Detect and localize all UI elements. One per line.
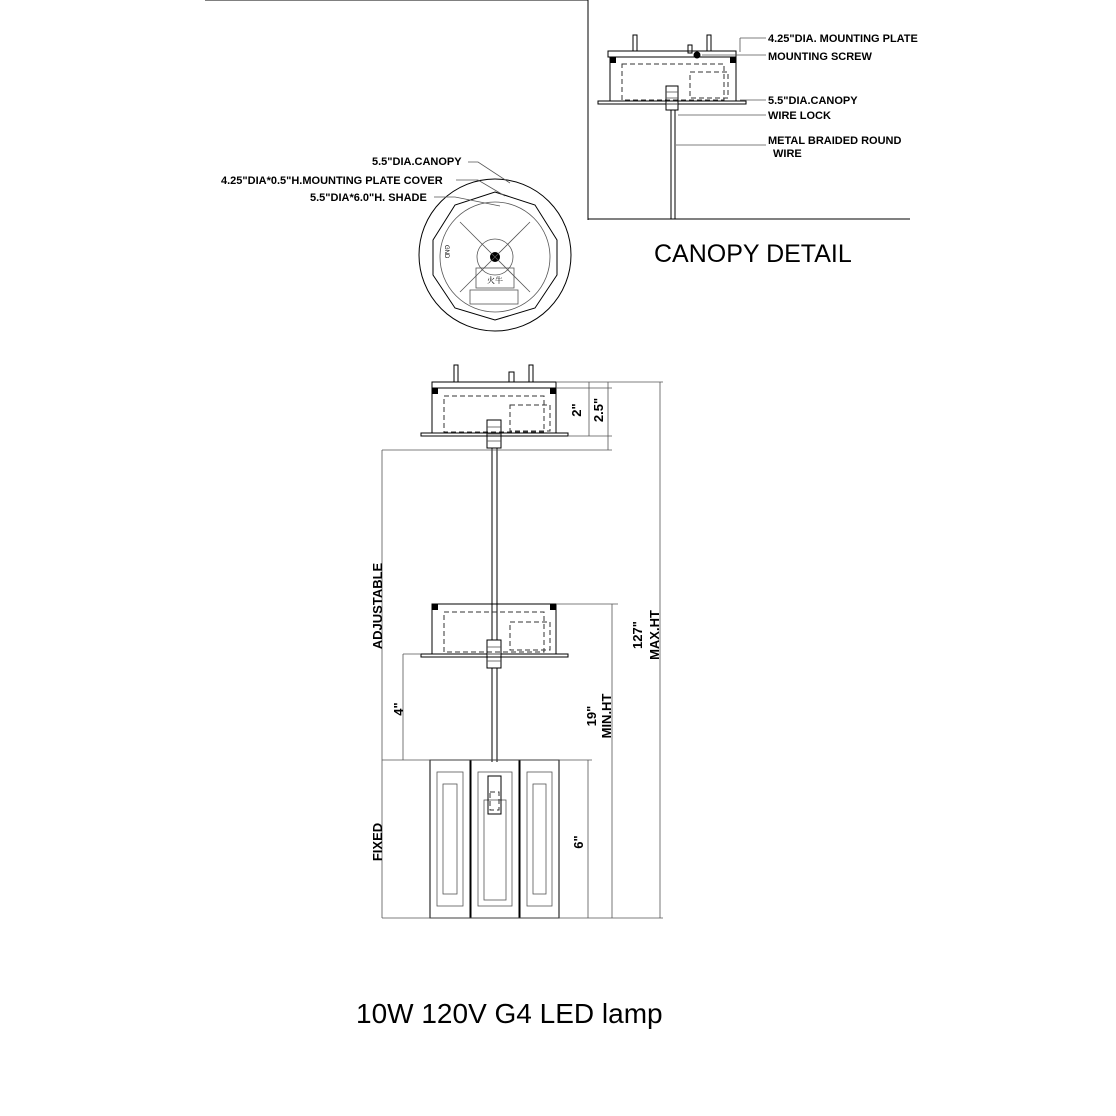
canopy-detail-drawing [598,35,766,219]
dim-4in: 4" [391,702,406,716]
canopy-inner-outline [622,64,724,100]
dim-6in: 6" [571,835,586,849]
canopy-body [432,388,556,433]
mounting-screw-shank [688,45,692,53]
dim-127in: 127" [630,621,645,649]
canopy-max-position [421,365,568,448]
dim-19in: 19" [584,705,599,727]
canopy-flange [598,101,746,104]
canopy-flange [421,654,568,657]
canopy-min-position [421,604,568,668]
label-mounting-plate: 4.25"DIA. MOUNTING PLATE [768,33,918,45]
dim-max-ht: MAX.HT [647,610,662,660]
top-label-plate-cover: 4.25"DIA*0.5"H.MOUNTING PLATE COVER [221,175,443,187]
canopy-flange [421,433,568,436]
label-canopy: 5.5"DIA.CANOPY [768,95,858,107]
mounting-stud-left [633,35,637,51]
label-wire-line2: WIRE [773,148,802,160]
label-wire-lock: WIRE LOCK [768,110,831,122]
shade-assembly [430,760,559,918]
mounting-stud-right [707,35,711,51]
canopy-inner [444,612,544,652]
mounting-plate [608,51,736,57]
label-mounting-screw: MOUNTING SCREW [768,51,872,63]
plate-clip-left [610,57,616,63]
label-wire-line1: METAL BRAIDED ROUND [768,135,902,147]
top-label-canopy: 5.5"DIA.CANOPY [372,156,462,168]
dim-2in: 2" [569,403,584,417]
leader-top-plate-cover [456,180,505,196]
plate-mark-gnd: GND [443,245,449,259]
dim-2-5in: 2.5" [591,397,606,423]
dim-adjustable: ADJUSTABLE [370,562,385,650]
dim-fixed: FIXED [370,822,385,862]
top-view [221,156,571,331]
driver-box [690,72,728,98]
canopy-detail-panel [205,0,918,268]
mounting-plate [432,382,556,388]
canopy-detail-title: CANOPY DETAIL [654,240,852,268]
stud-right [529,365,533,382]
dim-min-ht: MIN.HT [599,693,614,739]
lamp-spec-text: 10W 120V G4 LED lamp [356,998,663,1029]
plate-clip-right [730,57,736,63]
driver-slot [470,290,518,304]
stud-left [454,365,458,382]
top-label-shade: 5.5"DIA*6.0"H. SHADE [310,192,427,204]
elevation-view [370,365,663,918]
plate-mark-live: 火牛 [487,276,503,285]
screw [509,372,514,382]
